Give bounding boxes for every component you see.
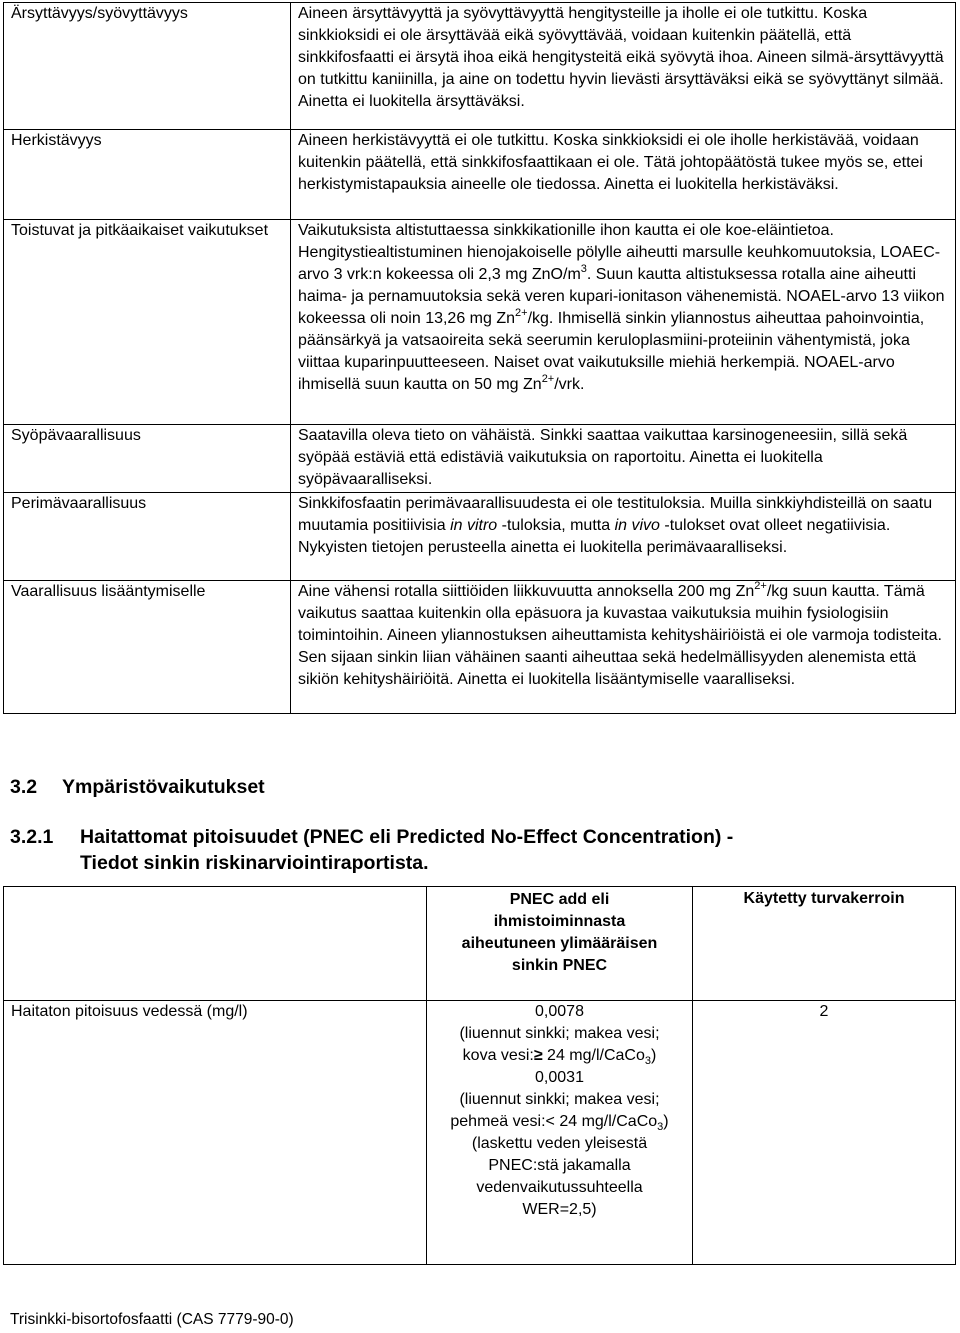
row-label-sensitisation: Herkistävyys — [4, 130, 291, 220]
pnec-table — [3, 886, 956, 1265]
row-label-reproductive: Vaarallisuus lisääntymiselle — [4, 581, 291, 714]
pnec-value-hard-water: 0,0078 — [535, 1003, 584, 1020]
section-number: 3.2 — [10, 776, 38, 798]
row-label-repeated-dose: Toistuvat ja pitkäaikaiset vaikutukset — [4, 220, 291, 425]
table-row — [4, 493, 956, 581]
table-header-row — [4, 887, 956, 1001]
table-row — [4, 130, 956, 220]
row-text-reproductive: Aine vähensi rotalla siittiöiden liikkuvuutta annoksella 200 mg $Zn^{2+}/kg$ suun kautta. Tämä vaikutus saattaa kuitenkin olla epäsuora ja kuvastaa vaikutuksia muihin fysiologisiin toimintoihin. Aineen yliannostuksen aiheuttamista kehityshäiriöistä ei ole varmoja todisteita. Sen sijaan sinkin liian vähäinen saanti aiheuttaa sekä hedelmällisyyden alenemista että sikiön kehityshäiriöitä. Ainetta ei luokitella lisääntymiselle vaaralliseksi. — [291, 581, 956, 714]
table-row — [4, 220, 956, 425]
pnec-header-safety-factor: Käytetty turvakerroin — [693, 887, 956, 1001]
table-row — [4, 425, 956, 493]
row-text-carcinogenicity: Saatavilla oleva tieto on vähäistä. Sinkki saattaa vaikuttaa karsinogeneesiin, sillä sekä syöpää estäviä että edistäviä vaikutuksia on raportoitu. Ainetta ei luokitella syöpävaaralliseksi. — [291, 425, 956, 493]
table-row — [4, 3, 956, 130]
pnec-header-pnec-add: PNEC add eli ihmistoiminnasta aiheutuneen ylimääräisen sinkin PNEC — [427, 887, 693, 1001]
subsection-title-line2: Tiedot sinkin riskinarviointiraportista. — [80, 852, 429, 874]
table-row — [4, 1001, 956, 1265]
row-label-mutagenicity: Perimävaarallisuus — [4, 493, 291, 581]
subsection-heading-pnec — [10, 824, 910, 876]
section-title: Ympäristövaikutukset — [62, 776, 265, 798]
row-text-sensitisation: Aineen herkistävyyttä ei ole tutkittu. Koska sinkkioksidi ei ole iholle herkistävää, voidaan kuitenkin päätellä, että sinkkifosfaattikaan ei ole. Tätä johtopäätöstä tukee myös se, ettei herkistymistapauksia aineelle ole tiedossa. Ainetta ei luokitella herkistäväksi. — [291, 130, 956, 220]
pnec-value-soft-water: 0,0031 — [535, 1069, 584, 1086]
pnec-header-empty — [4, 887, 427, 1001]
pnec-desc-hard-water: (liuennut sinkki; makea vesi; kova vesi:≥ 24 mg/l/CaCo$_3$) — [459, 1025, 660, 1067]
row-text-irritation: Aineen ärsyttävyyttä ja syövyttävyyttä hengitysteille ja iholle ei ole tutkittu. Koska sinkkioksidi ei ole ärsyttävää eikä syövyttävää, voidaan kuitenkin päätellä, että sinkkifosfaatti ei ärsytä ihoa eikä hengitysteitä eikä syövytä ihoa. Aineen silmä-ärsyttävyyttä on tutkittu kaniinilla, ja aine on todettu hyvin lievästi ärsyttäväksi eikä se syövyttänyt silmää. Ainetta ei luokitella ärsyttäväksi. — [291, 3, 956, 130]
row-label-carcinogenicity: Syöpävaarallisuus — [4, 425, 291, 493]
pnec-desc-soft-water: (liuennut sinkki; makea vesi; pehmeä vesi:< 24 mg/l/CaCo$_3$) (laskettu veden yleisestä PNEC:stä jakamalla vedenvaikutussuhteella WER=2,5) — [450, 1091, 669, 1218]
pnec-row-label: Haitaton pitoisuus vedessä (mg/l) — [4, 1001, 427, 1265]
subsection-number: 3.2.1 — [10, 826, 54, 848]
row-text-repeated-dose: Vaikutuksista altistuttaessa sinkkikationille ihon kautta ei ole koe-eläintietoa. Hengitystiealtistuminen hienojakoiselle pölylle aiheutti marsulle keuhkomuutoksia, LOAEC-arvo 3 vrk:n kokeessa oli 2,3 mg ZnO/$m^3$. Suun kautta altistuksessa rotalla aine aiheutti haima- ja pernamuutoksia sekä veren kupari-ionitason vähenemistä. NOAEL-arvo 13 viikon kokeessa oli noin 13,26 mg $Zn^{2+}/kg$. Ihmisellä sinkin yliannostus aiheuttaa pahoinvointia, päänsärkyä ja vatsaoireita sekä seerumin keruloplasmiini-proteiinin vähentymistä, joka viittaa kuparinpuutteeseen. Naiset ovat vaikutuksille miehiä herkempiä. NOAEL-arvo ihmisellä suun kautta on 50 mg $Zn^{2+}$/vrk. — [291, 220, 956, 425]
table-row — [4, 581, 956, 714]
page-footer: Trisinkki-bisortofosfaatti (CAS 7779-90-0) — [10, 1311, 294, 1328]
hazard-table — [3, 2, 956, 714]
section-heading-environment — [10, 776, 265, 799]
pnec-safety-factor: 2 — [693, 1001, 956, 1265]
row-text-mutagenicity: Sinkkifosfaatin perimävaarallisuudesta ei ole testituloksia. Muilla sinkkiyhdisteillä on saatu muutamia positiivisia in vitro -tuloksia, mutta in vivo -tulokset ovat olleet negatiivisia. Nykyisten tietojen perusteella ainetta ei luokitella perimävaaralliseksi. — [291, 493, 956, 581]
pnec-values — [427, 1001, 693, 1265]
subsection-title-line1: Haitattomat pitoisuudet (PNEC eli Predicted No-Effect Concentration) - — [80, 826, 734, 848]
row-label-irritation: Ärsyttävyys/syövyttävyys — [4, 3, 291, 130]
